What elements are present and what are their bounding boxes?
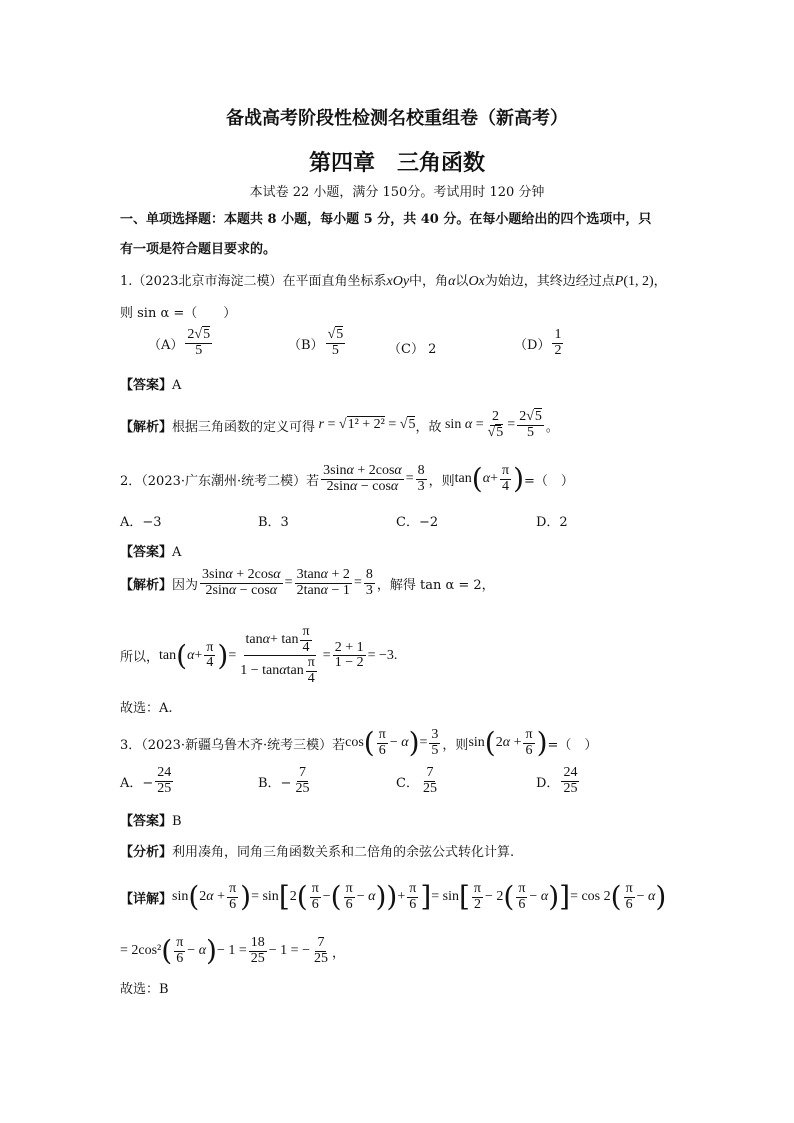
q3-option-d: D． $\frac{24}{25}$ (536, 765, 578, 796)
q1-option-b: （B） $\frac{√5}{5}$ (288, 327, 344, 358)
section-heading-line1: 一、单项选择题：本题共 8 小题，每小题 5 分，共 40 分。在每小题给出的四个选项中，只 (120, 212, 652, 227)
q3-conclusion: 故选：B (120, 982, 169, 997)
q3-option-c: C． $\frac{7}{25}$ (396, 765, 437, 796)
chapter-title: 第四章 三角函数 (308, 151, 485, 176)
q3-analysis-summary: 【分析】利用凑角，同角三角函数关系和二倍角的余弦公式转化计算. (120, 845, 515, 860)
q2-conclusion: 故选：A. (120, 701, 173, 716)
q2-analysis-2: 所以， tan ( α + $\frac{\pi}{4}$ ) = tan α + tan $\frac{\pi}{4}$ 1 − tan α tan $\frac{\pi}{4}$ = $\frac{2 + 1}{1 - 2}$ = −3. (120, 624, 398, 687)
q3-option-a: A．− $\frac{24}{25}$ (120, 765, 172, 796)
q2-answer: 【答案】A (120, 545, 182, 560)
q1-stem-line2: 则 sin α =（ ） (120, 306, 237, 321)
q2-analysis: 【解析】 因为 $\frac{3\sin\alpha + 2\cos\alpha}{2\sin\alpha - \cos\alpha}$ = $\frac{3\tan\alpha + 2}{2\tan\alpha - 1}$ = $\frac{8}{3}$ ，解得 tan α = 2， (120, 567, 495, 598)
q1-option-c: （C） 2 (388, 342, 437, 357)
q1-option-a: （A） $\frac{2√5}{5}$ (148, 327, 211, 358)
document-title: 备战高考阶段性检测名校重组卷（新高考） (226, 108, 568, 129)
q1-analysis: 【解析】 根据三角函数的定义可得 r = √1² + 2² = √5 ，故 sin α = $\frac{2}{√5}$ = $\frac{2√5}{5}$ 。 (120, 409, 559, 440)
q2-option-a: A．−3 (120, 515, 162, 530)
q2-option-d: D．2 (536, 515, 568, 530)
q2-stem: 2．（2023·广东潮州·统考二模）若 $\frac{3\sin\alpha + 2\cos\alpha}{2\sin\alpha - \cos\alpha}$ = $\frac{8}{3}$ ，则 tan ( α + $\frac{\pi}{4}$ ) =（ ） (120, 462, 574, 496)
q2-option-b: B．3 (258, 515, 289, 530)
q3-option-b: B．− $\frac{7}{25}$ (258, 765, 310, 796)
q1-option-d: （D） $\frac{1}{2}$ (514, 327, 562, 358)
q3-detail-2: = 2cos² ( $\frac{\pi}{6}$ − α ) − 1 = $\frac{18}{25}$ − 1 = − $\frac{7}{25}$ ， (120, 934, 345, 968)
section-heading-line2: 有一项是符合题目要求的。 (120, 242, 277, 257)
q3-detail: 【详解】 sin ( 2α + $\frac{\pi}{6}$ ) = sin [ 2 ( $\frac{\pi}{6}$ − ( $\frac{\pi}{6}$ − α ) ) + $\frac{\pi}{6}$ ] = sin [ $\frac{\pi}{2}$ − 2 ( $\frac{\pi}{6}$ − α ) ] = cos 2 ( $\frac{\pi}{6}$ − α ) (120, 880, 667, 914)
q1-answer: 【答案】A (120, 378, 182, 393)
q1-stem: 1.（2023北京市海淀二模）在平面直角坐标系xOy中，角α以Ox为始边，其终边经过点P(1, 2)， (120, 274, 667, 289)
q2-option-c: C．−2 (396, 515, 439, 530)
q3-answer: 【答案】B (120, 814, 182, 829)
exam-info: 本试卷 22 小题，满分 150分。考试用时 120 分钟 (249, 185, 545, 200)
q3-stem: 3．（2023·新疆乌鲁木齐·统考三模）若 cos ( $\frac{\pi}{6}$ − α ) = $\frac{3}{5}$ ，则 sin ( 2α + $\frac{\pi}{6}$ ) =（ ） (120, 726, 598, 760)
